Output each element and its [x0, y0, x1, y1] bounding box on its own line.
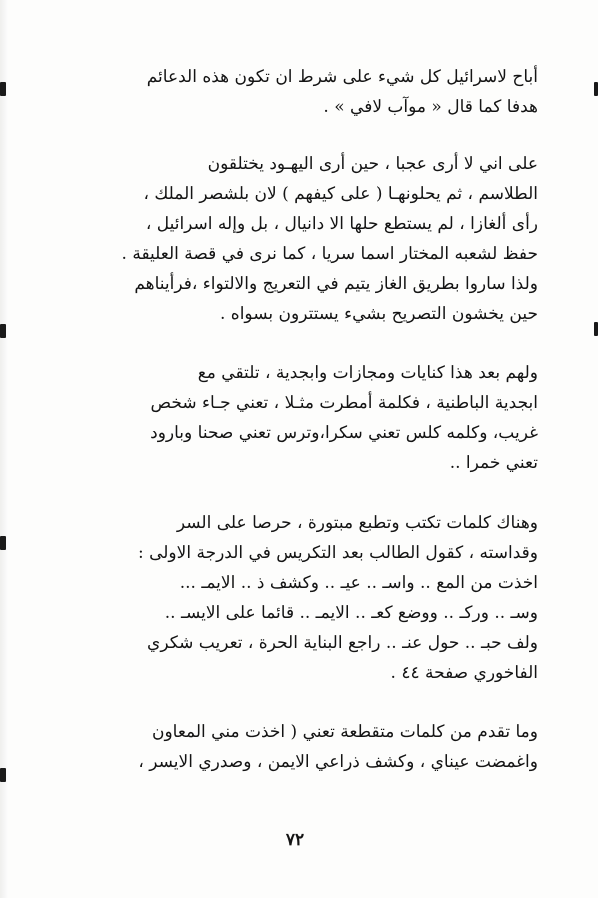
text-line: ولذا ساروا بطريق الغاز يتيم في التعريج والالتواء ،فرأيناهم	[134, 274, 538, 294]
paragraph	[74, 149, 538, 329]
paragraph	[74, 358, 538, 478]
binding-mark	[0, 324, 6, 338]
text-line: وهناك كلمات تكتب وتطبع مبتورة ، حرصا على السر	[176, 513, 538, 533]
text-line: غريب، وكلمه كلس تعني سكرا،وترس تعني صحنا وبارود	[150, 423, 538, 443]
text-line: على اني لا أرى عجبا ، حين أرى اليهـود يختلقون	[207, 154, 538, 174]
binding-mark	[594, 322, 598, 336]
text-line: حفظ لشعبه المختار اسما سريا ، كما نرى في قصة العليقة .	[121, 244, 538, 264]
text-line: الفاخوري صفحة ٤٤ .	[390, 663, 538, 683]
text-line: وسـ .. وركـ .. ووضع كعـ .. الايمـ .. قائما على الايسـ ..	[164, 603, 538, 623]
text-line: الطلاسم ، ثم يحلونهـا ( على كيفهم ) لان بلشصر الملك ،	[143, 184, 538, 204]
text-line: رأى ألغازا ، لم يستطع حلها الا دانيال ، بل وإله اسرائيل ،	[145, 214, 538, 234]
text-line: أباح لاسرائيل كل شيء على شرط ان تكون هذه الدعائم	[146, 67, 538, 87]
page-edge-shadow	[0, 0, 8, 898]
text-line: هدفا كما قال « موآب لافي » .	[323, 97, 538, 117]
paragraph	[74, 62, 538, 122]
paragraph	[74, 508, 538, 688]
text-line: ولف حبـ .. حول عنـ .. راجع البناية الحرة ، تعريب شكري	[147, 633, 538, 653]
text-line: ولهم بعد هذا كنايات ومجازات وابجدية ، تلتقي مع	[197, 363, 538, 383]
page-number: ٧٢	[285, 830, 305, 850]
binding-mark	[0, 82, 6, 96]
binding-mark	[594, 82, 598, 96]
binding-mark	[0, 768, 6, 782]
paragraph	[74, 717, 538, 777]
binding-mark	[0, 536, 6, 550]
text-line: ابجدية الباطنية ، فكلمة أمطرت مثـلا ، تعني جـاء شخص	[150, 393, 538, 413]
text-line: حين يخشون التصريح بشيء يستترون بسواه .	[219, 304, 538, 324]
text-line: واغمضت عيناي ، وكشف ذراعي الايمن ، وصدري الايسر ،	[138, 752, 538, 772]
text-line: وما تقدم من كلمات متقطعة تعني ( اخذت مني المعاون	[151, 722, 538, 742]
text-line: تعني خمرا ..	[449, 453, 538, 473]
text-line: وقداسته ، كقول الطالب بعد التكريس في الدرجة الاولى :	[137, 543, 538, 563]
text-line: اخذت من المع .. واسـ .. عيـ .. وكشف ذ .. الايمـ ...	[179, 573, 538, 593]
